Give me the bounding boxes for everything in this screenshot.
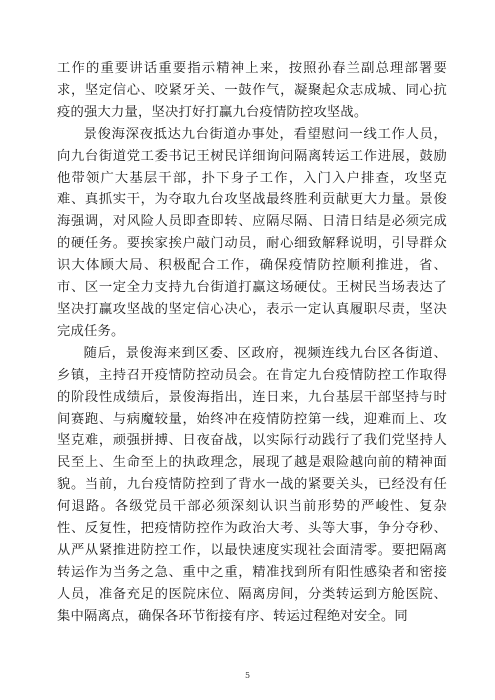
paragraph-continued: 工作的重要讲话重要指示精神上来，按照孙春兰副总理部署要求，坚定信心、咬紧牙关、一鼓作气，凝聚起众志成城、同心抗疫的强大力量，坚决打好打赢九台疫情防控攻坚战。	[57, 61, 447, 120]
paragraph-meeting: 随后，景俊海来到区委、区政府，视频连线九台区各街道、乡镇，主持召开疫情防控动员会。在肯定九台疫情防控工作取得的阶段性成绩后，景俊海指出，连日来，九台基层干部坚持与时间赛跑、与病魔较量，始终冲在疫情防控第一线，迎难而上、攻坚克难，顽强拼搏、日夜奋战，以实际行动践行了我们党坚持人民至上、生命至上的执政理念，展现了越是艰险越向前的精神面貌。当前，九台疫情防控到了背水一战的紧要关头，已经没有任何退路。各级党员干部必须深刻认识当前形势的严峻性、复杂性、反复性，把疫情防控作为政治大考、头等大事，争分夺秒、从严从紧推进防控工作，以最快速度实现社会面清零。要把隔离转运作为当务之急、重中之重，精准找到所有阳性感染者和密接人员，准备充足的医院床位、隔离房间，分类转运到方舱医院、集中隔离点，确保各环节衔接有序、转运过程绝对安全。同	[57, 345, 447, 624]
body-text	[57, 58, 447, 628]
paragraph-visit: 景俊海深夜抵达九台街道办事处，看望慰问一线工作人员，向九台街道党工委书记王树民详细询问隔离转运工作进展，鼓励他带领广大基层干部，扑下身子工作，入门入户排查，攻坚克难、真抓实干，为夺取九台攻坚战最终胜利贡献更大力量。景俊海强调，对风险人员即查即转、应隔尽隔、日清日结是必须完成的硬任务。要挨家挨户敲门动员，耐心细致解释说明，引导群众识大体顾大局、积极配合工作，确保疫情防控顺利推进，省、市、区一定全力支持九台街道打赢这场硬仗。王树民当场表达了坚决打赢攻坚战的坚定信心决心，表示一定认真履职尽责，坚决完成任务。	[57, 126, 447, 339]
page-number: 5	[244, 671, 251, 680]
